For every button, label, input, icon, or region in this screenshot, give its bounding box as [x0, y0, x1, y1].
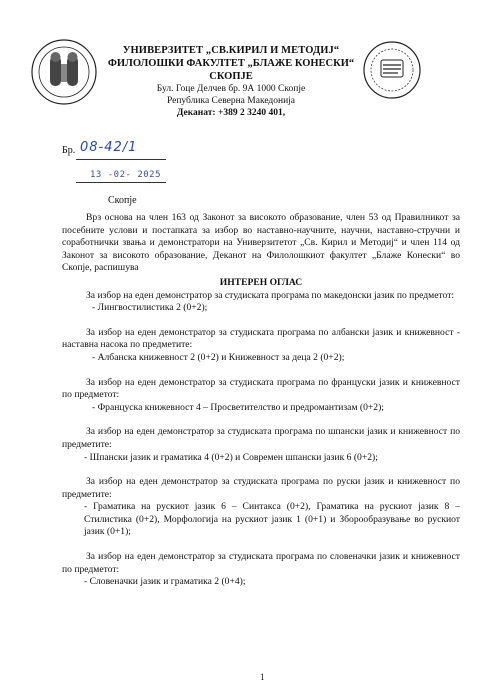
section-item: - Граматика на рускиот јазик 6 – Синтакса (0+2), Граматика на рускиот јазик 8 – Стилистика (0+2), Морфологија на рускиот јазик 1 (0+1) и Зборообразување во рускиот јазик (0+1); [84, 501, 460, 538]
section-item: - Словеначки јазик и граматика 2 (0+4); [84, 576, 246, 588]
registry-underline [76, 159, 166, 160]
faculty-name: ФИЛОЛОШКИ ФАКУЛТЕТ „БЛАЖЕ КОНЕСКИ“ [107, 58, 355, 69]
address: Бул. Гоце Делчев бр. 9А 1000 Скопје [156, 84, 306, 94]
faculty-seal-logo [362, 40, 422, 100]
section-text: За избор на еден демонстратор за студиската програма по македонски јазик по предметот: [86, 289, 455, 301]
registry-label: Бр. [62, 145, 76, 156]
page-number: 1 [260, 672, 265, 682]
section-text: За избор на еден демонстратор за студиската програма по руски јазик и книжевност по предметите: [62, 476, 460, 500]
section-item: - Француска книжевност 4 – Просветителство и предромантизам (0+2); [92, 401, 384, 413]
section-item: - Лингвостилистика 2 (0+2); [92, 302, 208, 314]
city-name: СКОПЈЕ [209, 71, 253, 82]
section-item: - Албанска книжевност 2 (0+2) и Книжевност за деца 2 (0+2); [92, 351, 345, 363]
announcement-body [62, 212, 460, 589]
country: Република Северна Македонија [166, 96, 296, 106]
section-text: За избор на еден демонстратор за студиската програма по шпански јазик и книжевност по предметите: [62, 426, 460, 450]
university-seal-logo [30, 38, 98, 106]
section-item: - Шпански јазик и граматика 4 (0+2) и Современ шпански јазик 6 (0+2); [84, 451, 378, 463]
letterhead [100, 44, 362, 119]
date-underline [76, 182, 166, 183]
university-name: УНИВЕРЗИТЕТ „СВ.КИРИЛ И МЕТОДИЈ“ [122, 45, 340, 56]
section-text: За избор на еден демонстратор за студиската програма по словеначки јазик и книжевност по предметот: [62, 551, 460, 575]
section-text: За избор на еден демонстратор за студиската програма по француски јазик и книжевност по предметот: [62, 376, 460, 401]
dean-phone: Деканат: +389 2 3240 401, [176, 108, 286, 118]
registry-number: 08-42/1 [80, 140, 138, 155]
stamp-date: 13 -02- 2025 [90, 170, 162, 180]
intro-paragraph: Врз основа на член 163 од Законот за високото образование, член 53 од Правилникот за посебните услови и постапката за избор во наставно-научните, научни, наставно-стручни и соработнички звања и демонстратори на Универзитетот „Св. Кирил и Методиј“ и член 114 од Законот за високото образование, Деканот на Филолошкиот факултет „Блаже Конески“ во Скопје, распишува [62, 212, 460, 274]
registry-city: Скопје [108, 195, 137, 206]
announcement-title: ИНТЕРЕН ОГЛАС [219, 276, 303, 288]
section-text: За избор на еден демонстратор за студиската програма по албански јазик и книжевност - наставна насока по предметите: [62, 326, 460, 351]
